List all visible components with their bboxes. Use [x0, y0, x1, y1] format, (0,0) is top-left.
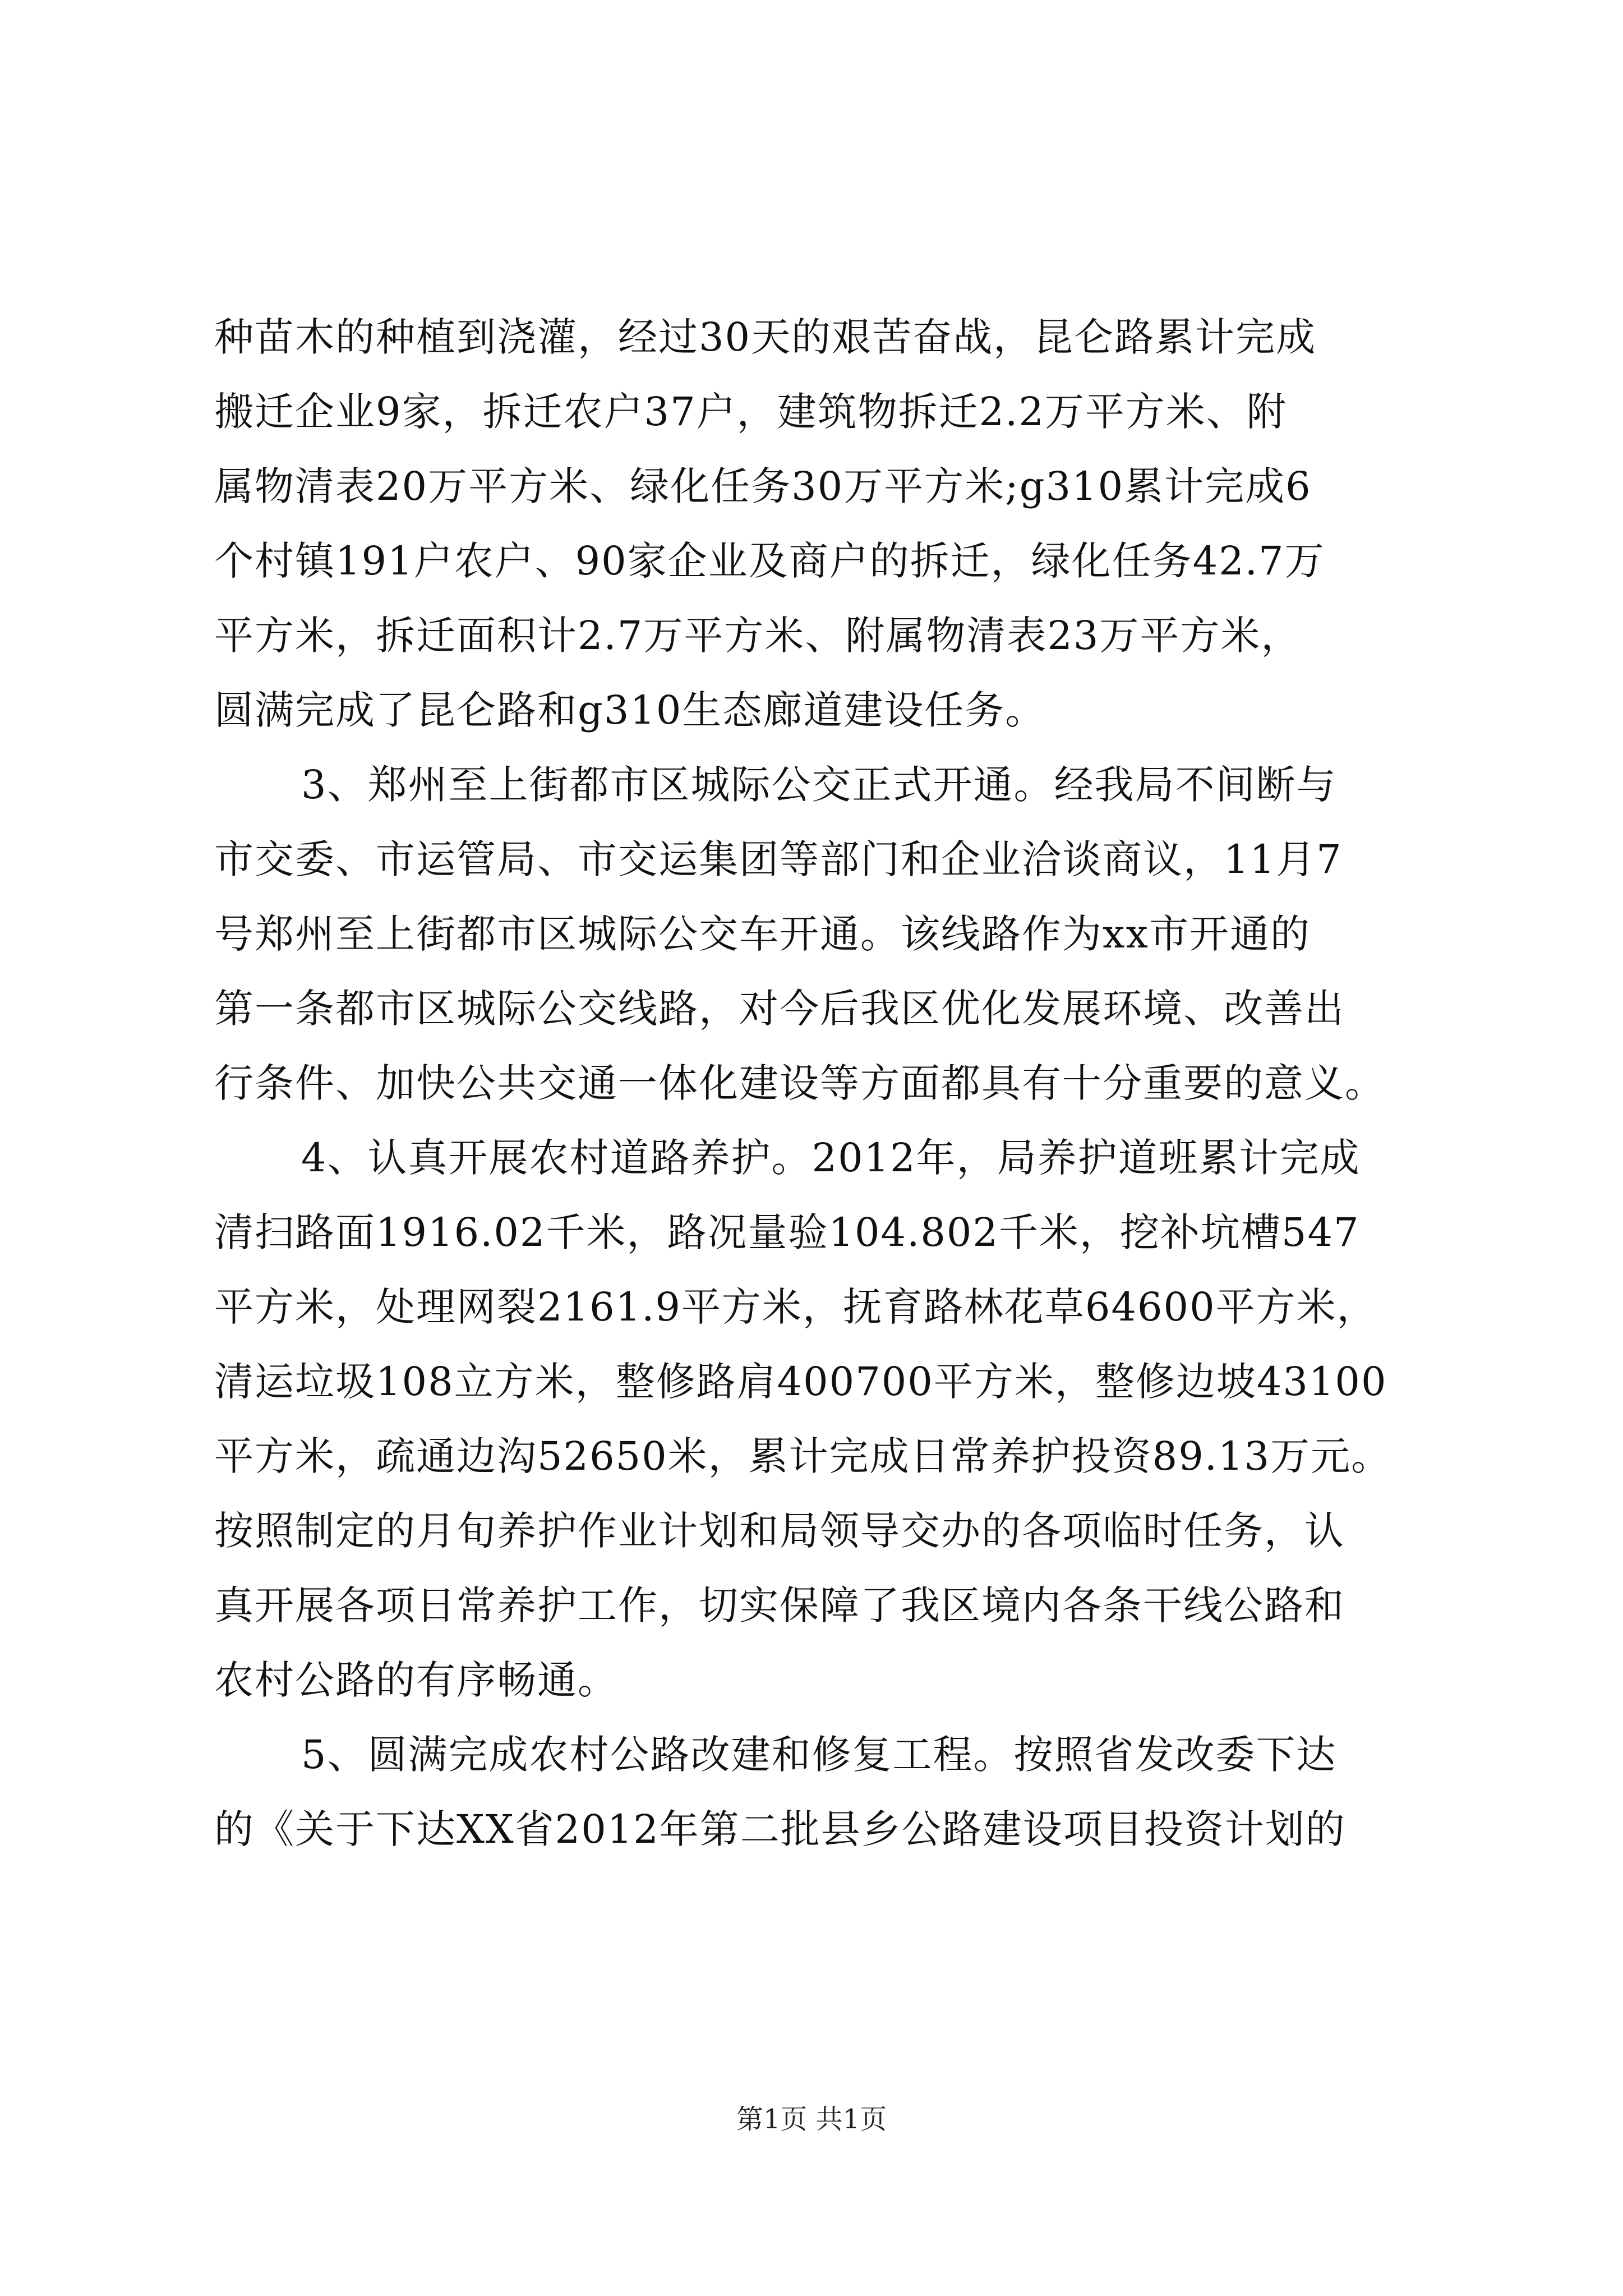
text-line: 搬迁企业9家，拆迁农户37户，建筑物拆迁2.2万平方米、附: [214, 389, 1287, 435]
text-line: 平方米，处理网裂2161.9平方米，抚育路林花草64600平方米，: [214, 1284, 1377, 1330]
text-line: 农村公路的有序畅通。: [214, 1657, 618, 1703]
text-line: 第一条都市区城际公交线路，对今后我区优化发展环境、改善出: [214, 986, 1345, 1032]
paragraph: [214, 748, 1426, 1121]
paragraph: [214, 1121, 1426, 1718]
text-line: 市交委、市运管局、市交运集团等部门和企业洽谈商议，11月7: [214, 836, 1343, 882]
text-line: 3、郑州至上街都市区城际公交正式开通。经我局不间断与: [301, 762, 1337, 808]
text-line: 种苗木的种植到浇灌，经过30天的艰苦奋战，昆仑路累计完成: [214, 314, 1317, 360]
text-line: 清运垃圾108立方米，整修路肩400700平方米，整修边坡43100: [214, 1359, 1387, 1405]
text-line: 清扫路面1916.02千米，路况量验104.802千米，挖补坑槽547: [214, 1209, 1360, 1255]
text-line: 行条件、加快公共交通一体化建设等方面都具有十分重要的意义。: [214, 1060, 1385, 1106]
text-line: 的《关于下达XX省2012年第二批县乡公路建设项目投资计划的: [214, 1806, 1346, 1852]
text-line: 真开展各项日常养护工作，切实保障了我区境内各条干线公路和: [214, 1582, 1345, 1628]
text-line: 圆满完成了昆仑路和g310生态廊道建设任务。: [214, 687, 1046, 733]
page-footer: 第1页 共1页: [736, 2104, 887, 2135]
paragraph: [214, 300, 1426, 748]
text-line: 属物清表20万平方米、绿化任务30万平方米;g310累计完成6: [214, 463, 1312, 509]
paragraph: [214, 1718, 1426, 1867]
text-line: 平方米，拆迁面积计2.7万平方米、附属物清表23万平方米，: [214, 613, 1302, 659]
text-line: 5、圆满完成农村公路改建和修复工程。按照省发改委下达: [301, 1732, 1337, 1778]
text-line: 4、认真开展农村道路养护。2012年，局养护道班累计完成: [301, 1135, 1361, 1181]
text-line: 个村镇191户农户、90家企业及商户的拆迁，绿化任务42.7万: [214, 538, 1325, 584]
text-line: 按照制定的月旬养护作业计划和局领导交办的各项临时任务，认: [214, 1508, 1345, 1554]
text-line: 平方米，疏通边沟52650米，累计完成日常养护投资89.13万元。: [214, 1433, 1392, 1479]
document-body: [214, 300, 1426, 1867]
text-line: 号郑州至上街都市区城际公交车开通。该线路作为xx市开通的: [214, 911, 1311, 957]
